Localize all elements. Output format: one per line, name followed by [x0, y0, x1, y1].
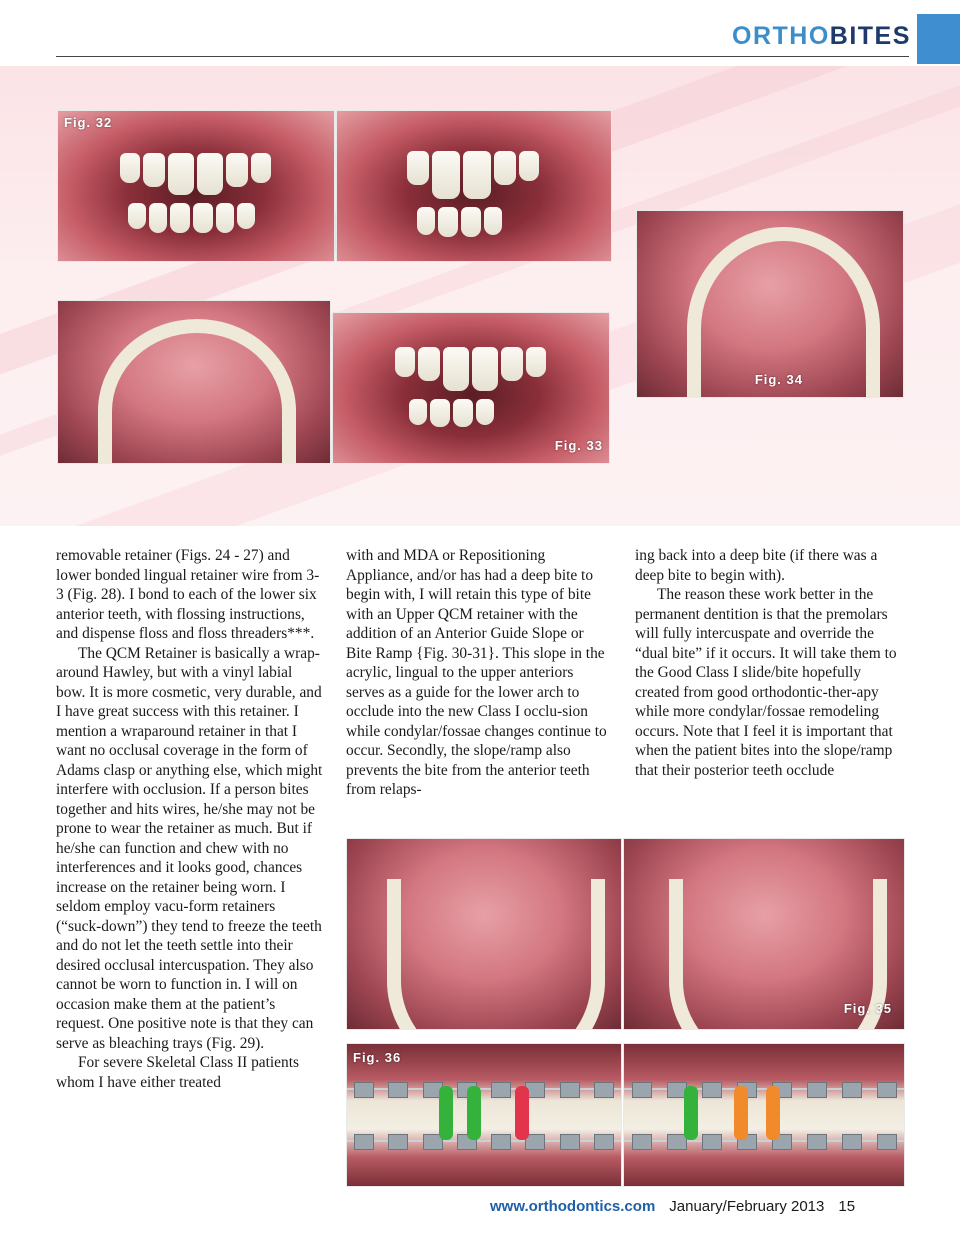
paragraph: The QCM Retainer is basically a wrap-around Hawley, but with a vinyl labial bow. It is more cosmetic, very durable, and I have great success with this retainer. I mention a wraparound retainer in that I want no occlusal coverage in the form of Adams clasp or anything else, which might interfere with occlusion. If a person bites together and hits wires, he/she may not be prone to wear the retainer as much. But if he/she can function and chew with no interferences and it looks good, chances increase on the retainer being worn. I seldom employ vacu-form retainers (“suck-down”) they tend to freeze the teeth and do not let the teeth settle into their desired occlusal intercuspation. They also cannot be worn to function in. I will on occasion make them at the patient’s request. One positive note is that they can serve as bleaching trays (Fig. 29). [56, 644, 323, 1052]
section-brand [732, 22, 911, 51]
figure-label-34: Fig. 34 [754, 372, 803, 387]
paragraph: ing back into a deep bite (if there was a deep bite to begin with). [635, 547, 878, 584]
photo-fig32-front-2 [336, 110, 612, 262]
brand-tab-accent [917, 14, 960, 64]
text-column-1 [56, 546, 324, 1092]
figure-label-33: Fig. 33 [554, 438, 603, 453]
brand-ortho: ORTHO [732, 22, 830, 50]
paragraph: with and MDA or Repositioning Appliance, and/or has had a deep bite to begin with, I will retain this type of bite with an Upper QCM retainer with the addition of an Anterior Guide Slope or Bite Ramp {Fig. 30-31}. This slope in the acrylic, lingual to the upper anteriors serves as a guide for the lower arch to occlude into the new Class I occlu-sion while condylar/fossae changes continue to occur. Secondly, the slope/ramp also prevents the bite from the anterior teeth from relaps- [346, 547, 607, 798]
photo-fig32-upper-arch [57, 300, 331, 464]
photo-fig33-front [332, 312, 610, 464]
photo-fig36-braces-left [346, 1043, 622, 1187]
footer-url[interactable]: www.orthodontics.com [490, 1198, 656, 1215]
photo-fig35-lower-arch-left [346, 838, 622, 1030]
page-footer [490, 1198, 855, 1215]
figure-label-36: Fig. 36 [353, 1050, 402, 1065]
brand-bites: BITES [829, 22, 911, 50]
footer-issue: January/February 2013 [669, 1198, 825, 1215]
photo-fig35-lower-arch-right [623, 838, 905, 1030]
page-number: 15 [838, 1198, 856, 1215]
paragraph: The reason these work better in the permanent dentition is that the premolars will fully intercuspate and override the “dual bite” if it occurs. It will take them to the Good Class I slide/bite hopefully created from good orthodontic-ther-apy while more condylar/fossae remodeling occurs. Note that I feel it is important that when the patient bites into the slope/ramp that their posterior teeth occlude [635, 586, 897, 779]
text-column-3 [635, 546, 905, 780]
header-rule [56, 56, 909, 57]
figure-label-35: Fig. 35 [843, 1001, 892, 1016]
photo-fig34-upper-arch [636, 210, 904, 398]
text-column-2 [346, 546, 608, 800]
paragraph: removable retainer (Figs. 24 - 27) and lower bonded lingual retainer wire from 3-3 (Fig. 28). I bond to each of the lower six anterior teeth, with flossing instructions, and dispense floss and floss threaders***. [56, 547, 320, 642]
figure-label-32: Fig. 32 [64, 115, 113, 130]
paragraph: For severe Skeletal Class II patients whom I have either treated [56, 1054, 299, 1091]
photo-fig36-braces-right [623, 1043, 905, 1187]
photo-fig32-front [57, 110, 335, 262]
